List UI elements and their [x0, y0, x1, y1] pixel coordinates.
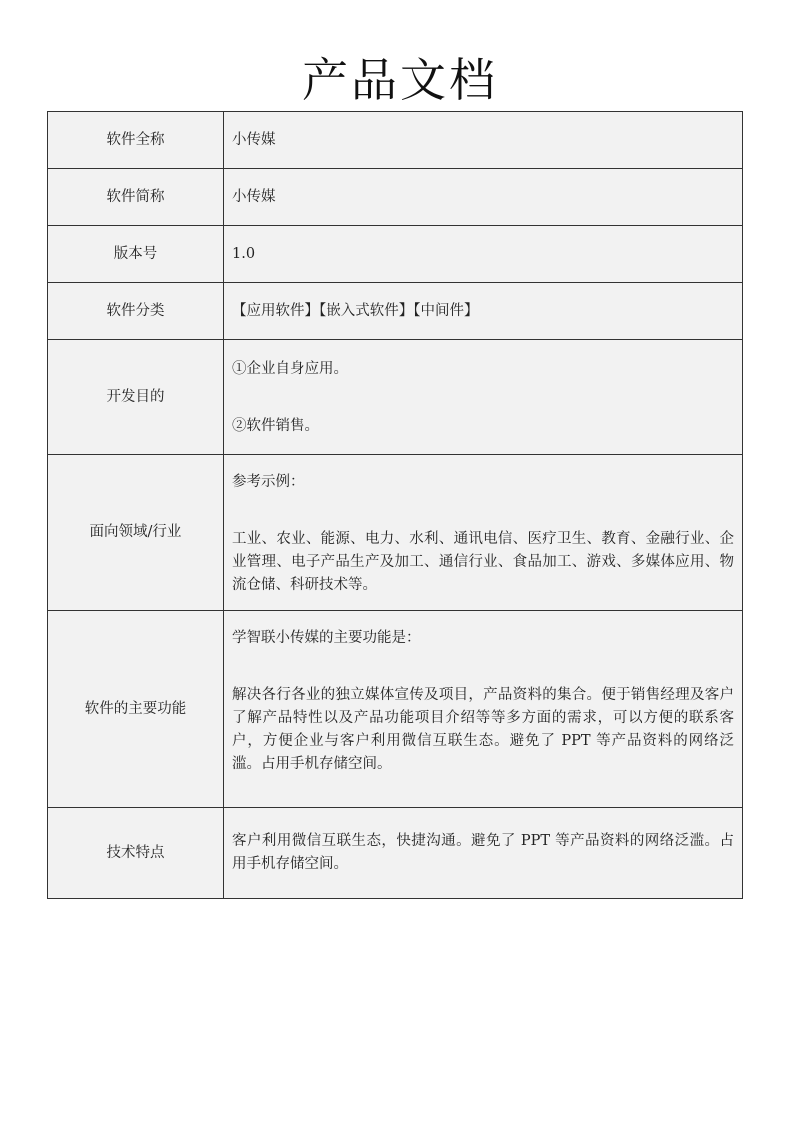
row-value-main-functions — [224, 611, 743, 808]
row-label-tech-features: 技术特点 — [48, 808, 224, 899]
row-label-version: 版本号 — [48, 226, 224, 283]
row-value-category: 【应用软件】【嵌入式软件】【中间件】 — [224, 283, 743, 340]
purpose-line-1: ①企业自身应用。 — [232, 361, 348, 377]
industry-intro: 参考示例： — [232, 474, 305, 490]
table-row — [48, 340, 743, 455]
row-value-tech-features — [224, 808, 743, 899]
table-row — [48, 455, 743, 611]
product-info-table — [47, 111, 743, 899]
row-value-industry — [224, 455, 743, 611]
functions-body: 解决各行各业的独立媒体宣传及项目，产品资料的集合。便于销售经理及客户了解产品特性以及产品功能项目介绍等等多方面的需求，可以方便的联系客户，方便企业与客户利用微信互联生态。避免了 PPT 等产品资料的网络泛滥。占用手机存储空间。 — [232, 687, 734, 772]
row-label-full-name: 软件全称 — [48, 112, 224, 169]
tech-features-body: 客户利用微信互联生态，快捷沟通。避免了 PPT 等产品资料的网络泛滥。占用手机存储空间。 — [232, 833, 734, 872]
spacer — [232, 494, 734, 528]
industry-body: 工业、农业、能源、电力、水利、通讯电信、医疗卫生、教育、金融行业、企业管理、电子产品生产及加工、通信行业、食品加工、游戏、多媒体应用、物流仓储、科研技术等。 — [232, 531, 734, 593]
row-label-short-name: 软件简称 — [48, 169, 224, 226]
row-value-short-name: 小传媒 — [224, 169, 743, 226]
functions-intro: 学智联小传媒的主要功能是： — [232, 630, 421, 646]
row-value-version: 1.0 — [224, 226, 743, 283]
document-title: 产品文档 — [302, 53, 498, 107]
row-label-main-functions: 软件的主要功能 — [48, 611, 224, 808]
table-row — [48, 808, 743, 899]
row-label-category: 软件分类 — [48, 283, 224, 340]
row-value-purpose — [224, 340, 743, 455]
purpose-line-2: ②软件销售。 — [232, 418, 319, 434]
table-row — [48, 169, 743, 226]
table-row — [48, 283, 743, 340]
spacer — [232, 650, 734, 684]
table-row — [48, 112, 743, 169]
table-row — [48, 611, 743, 808]
row-value-full-name: 小传媒 — [224, 112, 743, 169]
row-label-industry: 面向领域/行业 — [48, 455, 224, 611]
table-row — [48, 226, 743, 283]
row-label-purpose: 开发目的 — [48, 340, 224, 455]
spacer — [232, 381, 734, 415]
